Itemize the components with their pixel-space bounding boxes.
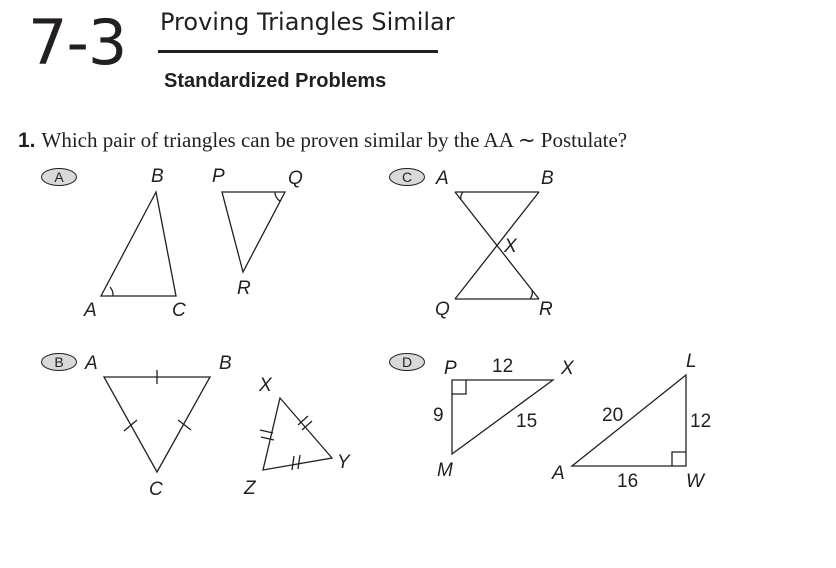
- label-r: R: [237, 278, 251, 299]
- label-b: B: [151, 166, 164, 187]
- label-a: A: [84, 300, 97, 321]
- tick-yz-1: [292, 456, 294, 470]
- measure-aw: 16: [617, 471, 639, 492]
- triangle-pxm: [452, 380, 553, 454]
- right-angle-p: [452, 380, 466, 394]
- triangle-abc: [101, 192, 176, 296]
- triangle-xyz: [263, 398, 332, 470]
- question-number: 1.: [18, 129, 36, 152]
- triangle-abc: [104, 377, 210, 472]
- label-a: A: [85, 353, 98, 374]
- tick-yz-2: [298, 455, 300, 469]
- label-x: X: [561, 358, 574, 379]
- label-x: X: [504, 236, 517, 257]
- angle-mark-a: [461, 192, 463, 200]
- choice-c-figure: [435, 168, 554, 320]
- label-l: L: [686, 351, 697, 372]
- label-w: W: [686, 471, 704, 492]
- triangle-law: [572, 375, 686, 466]
- right-angle-w: [672, 452, 686, 466]
- label-a: A: [552, 463, 565, 484]
- triangle-pqr: [222, 192, 285, 272]
- label-r: R: [539, 299, 553, 320]
- label-q: Q: [288, 168, 303, 189]
- choice-a-figure: [83, 166, 303, 321]
- label-b: B: [541, 168, 554, 189]
- lesson-title: Proving Triangles Similar: [160, 8, 455, 36]
- choice-c-badge[interactable]: C: [389, 168, 425, 186]
- measure-al: 20: [602, 405, 624, 426]
- label-z: Z: [244, 478, 256, 499]
- measure-lw: 12: [690, 411, 712, 432]
- label-y: Y: [337, 452, 350, 473]
- label-m: M: [437, 460, 453, 481]
- choice-b-figure: [84, 353, 351, 500]
- tick-ac: [124, 420, 137, 431]
- label-x: X: [259, 375, 272, 396]
- measure-pm: 9: [433, 405, 444, 426]
- choice-d-figure: [433, 351, 711, 492]
- lesson-number: 7-3: [28, 6, 127, 79]
- angle-mark-r: [530, 290, 532, 299]
- label-p: P: [444, 358, 457, 379]
- angle-mark-a: [110, 287, 113, 296]
- label-q: Q: [435, 299, 450, 320]
- label-a: A: [436, 168, 449, 189]
- label-p: P: [212, 166, 225, 187]
- label-c: C: [149, 479, 163, 500]
- label-c: C: [172, 300, 186, 321]
- choice-a-badge[interactable]: A: [41, 168, 77, 186]
- question-text: Which pair of triangles can be proven similar by the AA ∼ Postulate?: [41, 128, 628, 152]
- tick-xz-1: [260, 430, 273, 433]
- choice-b-badge[interactable]: B: [41, 353, 77, 371]
- label-b: B: [219, 353, 232, 374]
- measure-px: 12: [492, 356, 514, 377]
- choice-d-badge[interactable]: D: [389, 353, 425, 371]
- tick-xz-2: [261, 437, 274, 440]
- section-label: Standardized Problems: [164, 70, 387, 92]
- angle-mark-q: [275, 192, 280, 201]
- measure-mx: 15: [516, 411, 538, 432]
